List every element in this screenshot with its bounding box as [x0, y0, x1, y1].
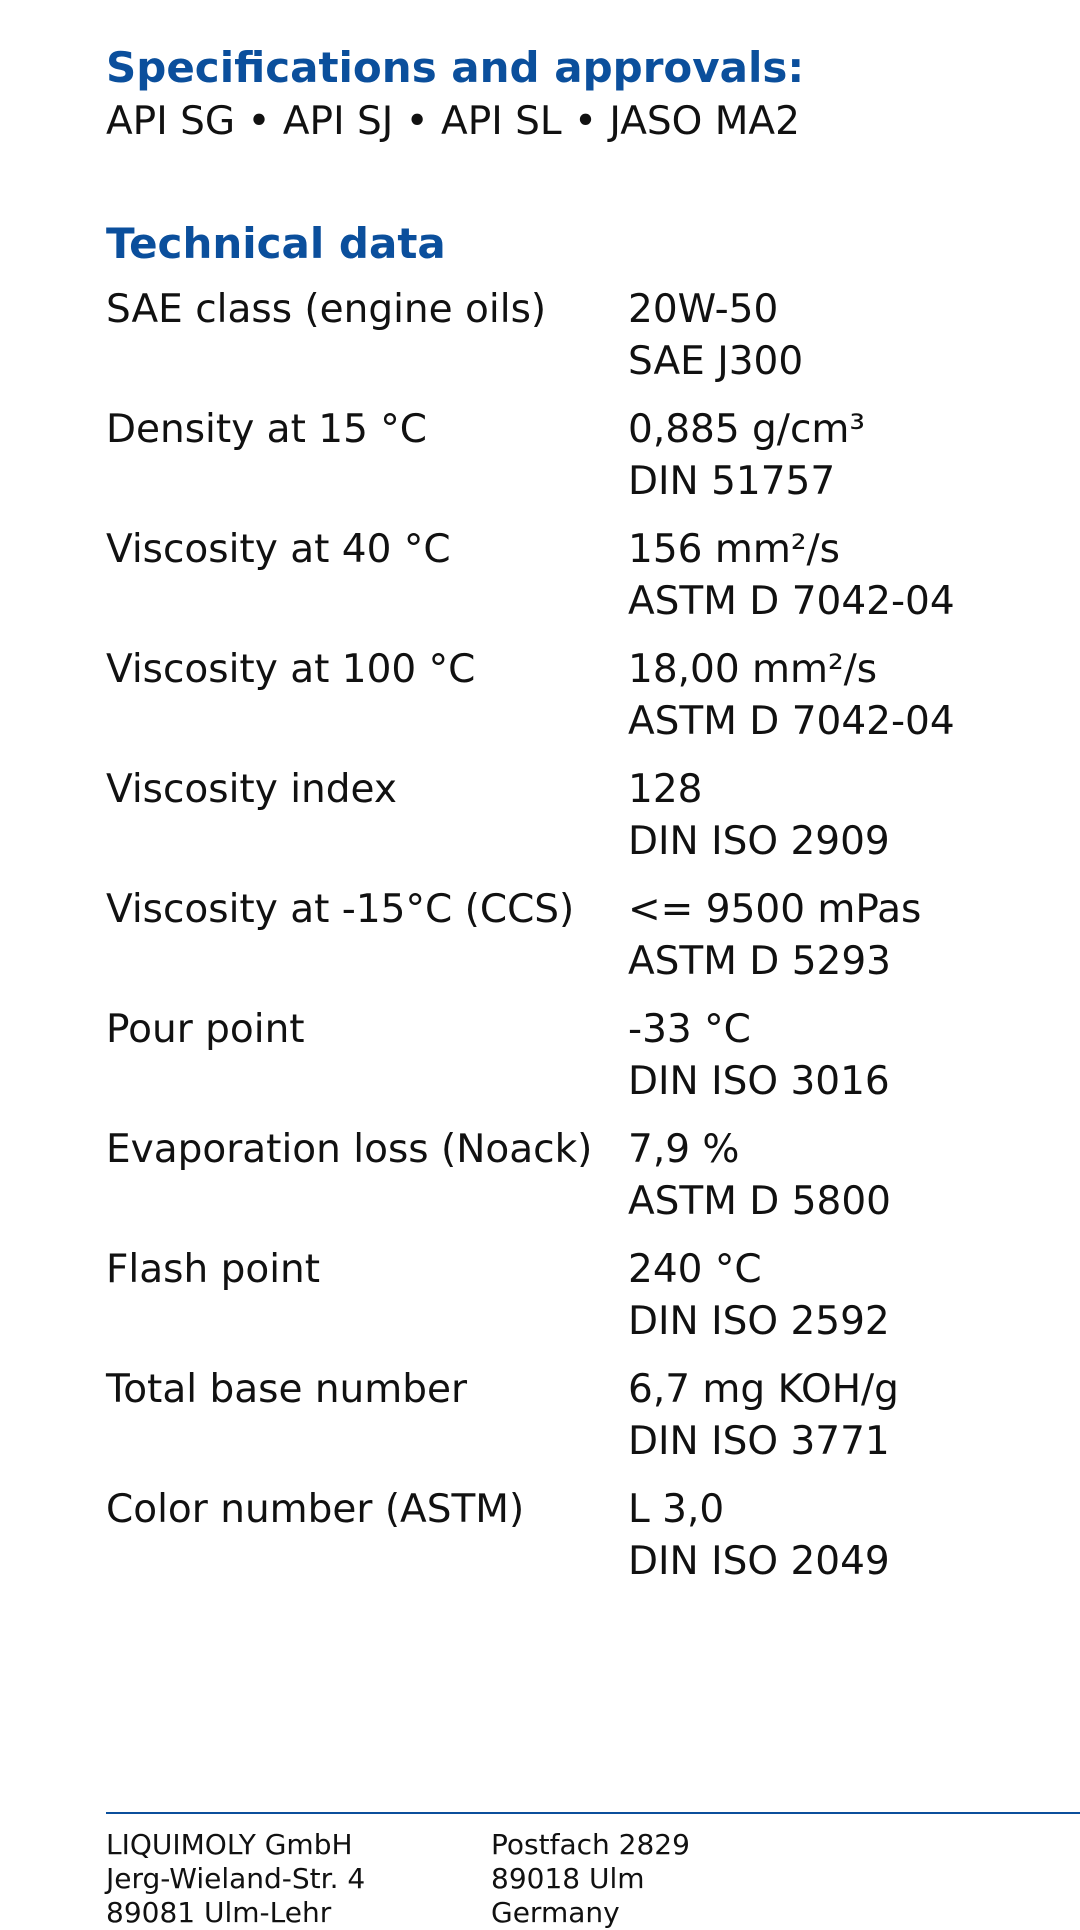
property-value: 18,00 mm²/s: [628, 647, 878, 692]
property-label: Total base number: [106, 1367, 468, 1412]
footer-company-address: [106, 1828, 365, 1930]
footer-po-box: Postfach 2829: [491, 1828, 690, 1861]
property-value: 20W-50: [628, 287, 779, 332]
property-label: Flash point: [106, 1247, 321, 1292]
footer-divider: [106, 1812, 1080, 1814]
footer-city: 89081 Ulm-Lehr: [106, 1896, 332, 1929]
property-value: 6,7 mg KOH/g: [628, 1367, 899, 1412]
property-value: <= 9500 mPas: [628, 887, 922, 932]
footer-postal-city: 89018 Ulm: [491, 1862, 645, 1895]
table-row: [106, 284, 1006, 404]
property-test-method: ASTM D 7042-04: [628, 579, 955, 624]
footer-postal-address: [491, 1828, 690, 1930]
property-value: 128: [628, 767, 703, 812]
property-label: Pour point: [106, 1007, 305, 1052]
table-row: [106, 1244, 1006, 1364]
property-value: 240 °C: [628, 1247, 762, 1292]
property-label: Viscosity at -15°C (CCS): [106, 887, 575, 932]
property-value: -33 °C: [628, 1007, 751, 1052]
table-row: [106, 1484, 1006, 1604]
property-test-method: ASTM D 5293: [628, 939, 891, 984]
property-value: L 3,0: [628, 1487, 725, 1532]
property-value: 7,9 %: [628, 1127, 740, 1172]
property-label: Evaporation loss (Noack): [106, 1127, 593, 1172]
document-page: [106, 0, 1080, 1929]
table-row: [106, 404, 1006, 524]
footer-street: Jerg-Wieland-Str. 4: [106, 1862, 366, 1895]
property-test-method: DIN 51757: [628, 459, 836, 504]
property-label: SAE class (engine oils): [106, 287, 547, 332]
table-row: [106, 1124, 1006, 1244]
property-value: 0,885 g/cm³: [628, 407, 866, 452]
table-row: [106, 884, 1006, 1004]
specifications-heading: Specifications and approvals:: [106, 43, 805, 92]
technical-data-table: [106, 284, 1006, 1604]
table-row: [106, 644, 1006, 764]
technical-data-heading: Technical data: [106, 219, 446, 268]
property-test-method: DIN ISO 2592: [628, 1299, 890, 1344]
property-test-method: ASTM D 5800: [628, 1179, 891, 1224]
property-label: Density at 15 °C: [106, 407, 428, 452]
property-test-method: ASTM D 7042-04: [628, 699, 955, 744]
property-test-method: SAE J300: [628, 339, 804, 384]
specifications-list: API SG • API SJ • API SL • JASO MA2: [106, 99, 800, 144]
property-test-method: DIN ISO 3771: [628, 1419, 890, 1464]
table-row: [106, 764, 1006, 884]
table-row: [106, 524, 1006, 644]
table-row: [106, 1004, 1006, 1124]
property-label: Viscosity index: [106, 767, 397, 812]
property-test-method: DIN ISO 3016: [628, 1059, 890, 1104]
table-row: [106, 1364, 1006, 1484]
property-label: Viscosity at 100 °C: [106, 647, 476, 692]
property-test-method: DIN ISO 2909: [628, 819, 890, 864]
footer-company-name: LIQUIMOLY GmbH: [106, 1828, 353, 1861]
footer-country: Germany: [491, 1896, 620, 1929]
property-value: 156 mm²/s: [628, 527, 840, 572]
property-label: Viscosity at 40 °C: [106, 527, 451, 572]
property-test-method: DIN ISO 2049: [628, 1539, 890, 1584]
property-label: Color number (ASTM): [106, 1487, 525, 1532]
